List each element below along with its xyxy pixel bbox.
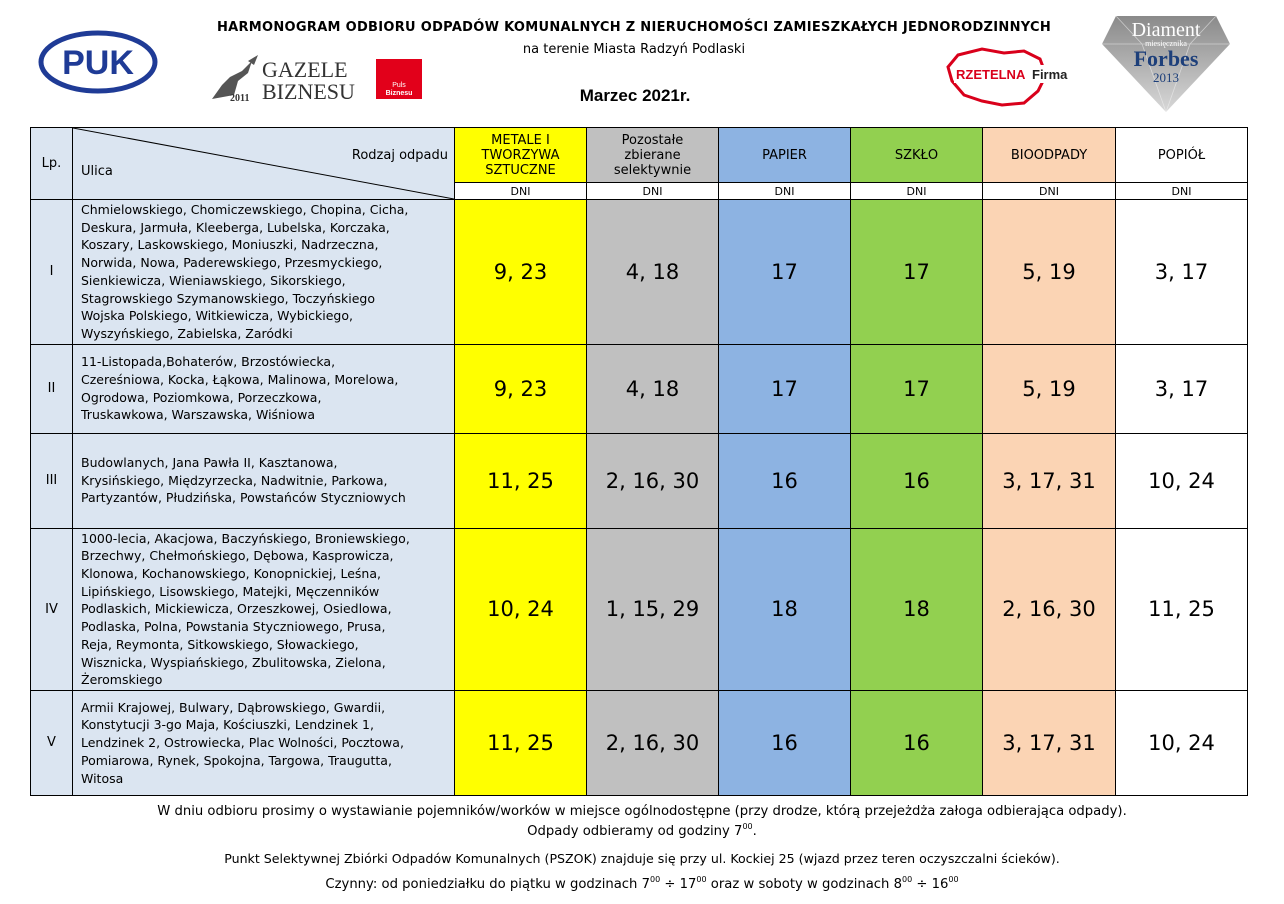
- street-line: Żeromskiego: [81, 672, 163, 688]
- street-line: Witosa: [81, 770, 124, 786]
- waste-type-label: Rodzaj odpadu: [351, 148, 448, 163]
- document-subtitle: na terenie Miasta Radzyń Podlaski: [522, 42, 746, 57]
- street-label: Ulica: [81, 164, 113, 179]
- header-bioodpady: BIOODPADY: [983, 128, 1116, 183]
- table-row: [31, 690, 1248, 795]
- header-pozostale: Pozostałe zbierane selektywnie: [587, 128, 719, 183]
- row-number: III: [31, 433, 73, 528]
- street-line: Czereśniowa, Kocka, Łąkowa, Malinowa, Morelowa,: [81, 371, 399, 387]
- street-line: Lipińskiego, Lisowskiego, Matejki, Męczenników: [81, 583, 380, 599]
- schedule-rows: [31, 200, 1248, 796]
- street-line: Krysińskiego, Międzyrzecka, Nadwitnie, Parkowa,: [81, 472, 388, 488]
- street-line: 1000-lecia, Akacjowa, Baczyńskiego, Broniewskiego,: [81, 530, 410, 546]
- forbes-diament-logo: [1102, 14, 1230, 112]
- street-header: [73, 128, 455, 200]
- table-row: [31, 200, 1248, 345]
- svg-text:BIZNESU: BIZNESU: [262, 79, 355, 103]
- days-pozostale: 4, 18: [587, 200, 719, 345]
- days-bioodpady: 5, 19: [983, 344, 1116, 433]
- street-line: Wyszyńskiego, Zabielska, Zaródki: [81, 325, 293, 341]
- street-list: [73, 433, 455, 528]
- days-bioodpady: 3, 17, 31: [983, 433, 1116, 528]
- schedule-table: [30, 127, 1248, 796]
- street-line: Brzechwy, Chełmońskiego, Dębowa, Kasprowicza,: [81, 548, 394, 564]
- svg-text:GAZELE: GAZELE: [262, 57, 348, 82]
- days-papier: 16: [719, 690, 851, 795]
- row-number: IV: [31, 528, 73, 690]
- days-szklo: 16: [851, 433, 983, 528]
- svg-text:Firma: Firma: [1032, 67, 1068, 82]
- row-number: I: [31, 200, 73, 345]
- street-line: Lendzinek 2, Ostrowiecka, Plac Wolności, Pocztowa,: [81, 735, 404, 751]
- footer-instruction: W dniu odbioru prosimy o wystawianie pojemników/worków w miejsce ogólnodostępne (przy drodze, którą przejeżdża załoga odbierająca odpady).: [157, 804, 1127, 819]
- street-line: Ogrodowa, Poziomkowa, Porzeczkowa,: [81, 389, 322, 405]
- svg-text:2011: 2011: [230, 93, 250, 103]
- header-popiol: POPIÓŁ: [1116, 128, 1248, 183]
- header-szklo: SZKŁO: [851, 128, 983, 183]
- days-bioodpady: 3, 17, 31: [983, 690, 1116, 795]
- svg-text:Diament: Diament: [1131, 19, 1201, 41]
- days-szklo: 17: [851, 344, 983, 433]
- street-line: Podlaska, Polna, Powstania Styczniowego, Prusa,: [81, 619, 386, 635]
- street-line: Reja, Reymonta, Sitkowskiego, Słowackiego,: [81, 636, 359, 652]
- days-popiol: 3, 17: [1116, 200, 1248, 345]
- days-papier: 16: [719, 433, 851, 528]
- street-line: Norwida, Nowa, Paderewskiego, Przesmyckiego,: [81, 255, 383, 271]
- street-line: Wojska Polskiego, Witkiewicza, Wybickiego,: [81, 308, 353, 324]
- footer-pickup-time: Odpady odbieramy od godziny $7^{00}$.: [527, 822, 757, 839]
- days-metale: 11, 25: [455, 433, 587, 528]
- days-popiol: 10, 24: [1116, 433, 1248, 528]
- street-line: Stagrowskiego Szymanowskiego, Toczyńskiego: [81, 290, 376, 306]
- street-line: Partyzantów, Płudzińska, Powstańców Styczniowych: [81, 490, 406, 506]
- street-list: [73, 528, 455, 690]
- days-pozostale: 4, 18: [587, 344, 719, 433]
- street-line: Chmielowskiego, Chomiczewskiego, Chopina, Cicha,: [81, 202, 409, 217]
- days-szklo: 16: [851, 690, 983, 795]
- row-number: V: [31, 690, 73, 795]
- street-line: Pomiarowa, Rynek, Spokojna, Targowa, Traugutta,: [81, 752, 392, 768]
- street-line: Wisznicka, Wyspiańskiego, Zbulitowska, Zielona,: [81, 654, 386, 670]
- svg-text:Biznesu: Biznesu: [385, 90, 413, 97]
- street-list: [73, 344, 455, 433]
- street-list: [73, 690, 455, 795]
- svg-text:Puls: Puls: [392, 82, 406, 89]
- document-title: HARMONOGRAM ODBIORU ODPADÓW KOMUNALNYCH Z NIERUCHOMOŚCI ZAMIESZKAŁYCH JEDNORODZINNYCH: [216, 20, 1052, 35]
- street-line: Truskawkowa, Warszawska, Wiśniowa: [81, 407, 315, 423]
- dni-label: DNI: [587, 183, 719, 200]
- dni-label: DNI: [983, 183, 1116, 200]
- svg-text:2013: 2013: [1153, 70, 1179, 85]
- street-line: Podlaskich, Mickiewicza, Orzeszkowej, Osiedlowa,: [81, 601, 392, 617]
- days-metale: 9, 23: [455, 344, 587, 433]
- days-bioodpady: 2, 16, 30: [983, 528, 1116, 690]
- days-papier: 17: [719, 200, 851, 345]
- days-szklo: 17: [851, 200, 983, 345]
- gazele-biznesu-logo: [208, 55, 426, 103]
- street-line: Armii Krajowej, Bulwary, Dąbrowskiego, Gwardii,: [81, 699, 386, 715]
- svg-text:RZETELNA: RZETELNA: [956, 67, 1026, 82]
- days-papier: 18: [719, 528, 851, 690]
- days-popiol: 3, 17: [1116, 344, 1248, 433]
- row-number: II: [31, 344, 73, 433]
- days-papier: 17: [719, 344, 851, 433]
- days-pozostale: 1, 15, 29: [587, 528, 719, 690]
- diagonal-divider: [73, 128, 454, 199]
- puk-logo: [38, 30, 158, 94]
- days-metale: 9, 23: [455, 200, 587, 345]
- dni-label: DNI: [455, 183, 587, 200]
- puk-logo-text: PUK: [62, 44, 134, 82]
- header-metale: METALE I TWORZYWA SZTUCZNE: [455, 128, 587, 183]
- month-heading: Marzec 2021r.: [579, 86, 691, 105]
- days-metale: 10, 24: [455, 528, 587, 690]
- header-papier: PAPIER: [719, 128, 851, 183]
- svg-text:Forbes: Forbes: [1133, 46, 1199, 71]
- table-row: [31, 433, 1248, 528]
- dni-label: DNI: [851, 183, 983, 200]
- table-row: [31, 528, 1248, 690]
- days-bioodpady: 5, 19: [983, 200, 1116, 345]
- days-metale: 11, 25: [455, 690, 587, 795]
- street-line: Sienkiewicza, Wieniawskiego, Sikorskiego,: [81, 272, 346, 288]
- days-pozostale: 2, 16, 30: [587, 433, 719, 528]
- street-line: Deskura, Jarmuła, Kleeberga, Lubelska, Korczaka,: [81, 219, 390, 235]
- days-szklo: 18: [851, 528, 983, 690]
- header-row: [31, 128, 1248, 183]
- days-popiol: 11, 25: [1116, 528, 1248, 690]
- footer-opening-hours: Czynny: od poniedziałku do piątku w godzinach $7^{00} \div 17^{00}$ oraz w soboty w godzinach $8^{00} \div 16^{00}$: [325, 875, 959, 892]
- days-popiol: 10, 24: [1116, 690, 1248, 795]
- street-line: 11-Listopada,Bohaterów, Brzostówiecka,: [81, 354, 336, 370]
- street-line: Budowlanych, Jana Pawła II, Kasztanowa,: [81, 455, 338, 471]
- dni-label: DNI: [719, 183, 851, 200]
- dni-label: DNI: [1116, 183, 1248, 200]
- days-pozostale: 2, 16, 30: [587, 690, 719, 795]
- table-row: [31, 344, 1248, 433]
- lp-header: Lp.: [31, 128, 73, 200]
- street-line: Koszary, Laskowskiego, Moniuszki, Nadrzeczna,: [81, 237, 379, 253]
- street-line: Klonowa, Kochanowskiego, Konopnickiej, Leśna,: [81, 566, 381, 582]
- svg-text:miesięcznika: miesięcznika: [1145, 39, 1187, 48]
- street-list: [73, 200, 455, 345]
- street-line: Konstytucji 3-go Maja, Kościuszki, Lendzinek 1,: [81, 717, 374, 733]
- footer-pszok-info: Punkt Selektywnej Zbiórki Odpadów Komunalnych (PSZOK) znajduje się przy ul. Kockiej 25 (wjazd przez teren oczyszczalni ścieków).: [224, 851, 1060, 866]
